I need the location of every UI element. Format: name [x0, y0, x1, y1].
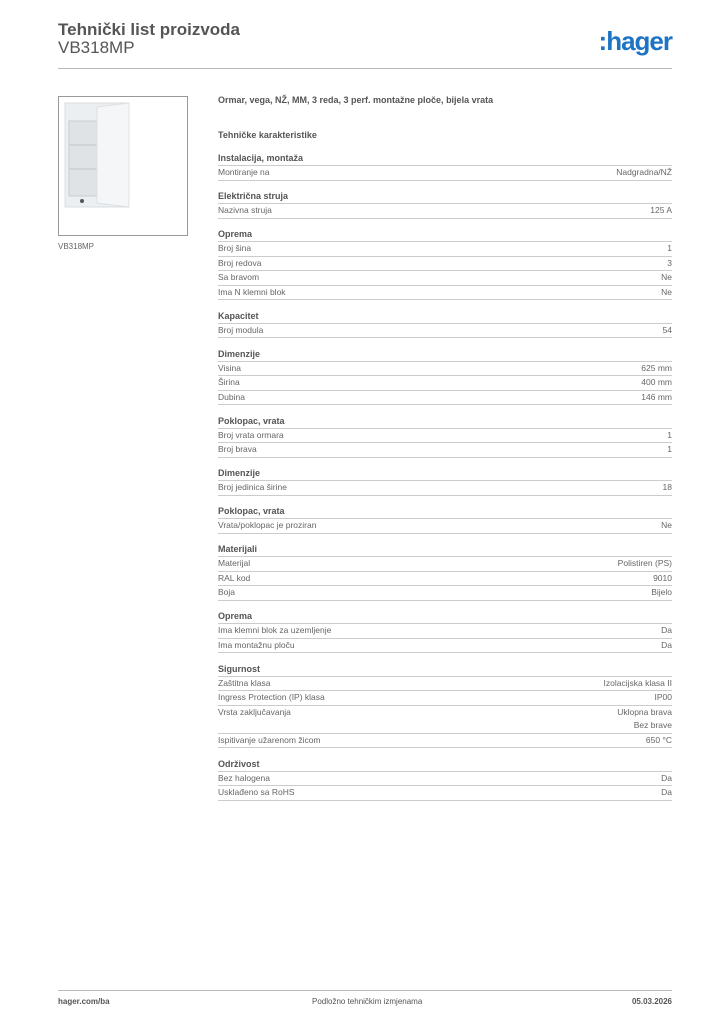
spec-value: Nadgradna/NŽ — [616, 167, 672, 177]
spec-row — [218, 557, 672, 572]
spec-section-title: Kapacitet — [218, 310, 672, 324]
spec-section-title: Električna struja — [218, 190, 672, 204]
spec-section-title: Poklopac, vrata — [218, 505, 672, 519]
spec-label: Usklađeno sa RoHS — [218, 787, 295, 797]
spec-value: 1 — [667, 243, 672, 253]
spec-label: Vrata/poklopac je proziran — [218, 520, 317, 530]
footer-date: 05.03.2026 — [631, 997, 672, 1006]
header-divider — [58, 68, 672, 69]
footer-disclaimer: Podložno tehničkim izmjenama — [312, 997, 423, 1006]
spec-label: Broj redova — [218, 257, 262, 268]
spec-section — [218, 415, 672, 458]
spec-row — [218, 362, 672, 377]
spec-row — [218, 166, 672, 181]
spec-row — [218, 271, 672, 286]
hager-logo: :hager — [598, 26, 672, 56]
spec-value: 54 — [662, 324, 672, 335]
product-code: VB318MP — [58, 38, 135, 57]
spec-row — [218, 677, 672, 692]
spec-label: Broj jedinica širine — [218, 482, 287, 492]
spec-label: Ima klemni blok za uzemljenje — [218, 625, 332, 635]
spec-value: 400 mm — [641, 377, 672, 387]
spec-value: 146 mm — [641, 391, 672, 402]
spec-row — [218, 324, 672, 339]
spec-section — [218, 190, 672, 219]
footer-divider — [58, 990, 672, 991]
spec-label: Sa bravom — [218, 272, 260, 282]
spec-label: Ima N klemni blok — [218, 286, 286, 297]
spec-row — [218, 772, 672, 787]
spec-label: Boja — [218, 587, 236, 597]
spec-section — [218, 758, 672, 801]
spec-section — [218, 228, 672, 300]
spec-section-title: Oprema — [218, 228, 672, 242]
spec-label: Montiranje na — [218, 167, 270, 177]
spec-section — [218, 348, 672, 406]
spec-row — [218, 443, 672, 458]
spec-value: 1 — [667, 429, 672, 440]
spec-label: Broj modula — [218, 324, 264, 335]
spec-row — [218, 706, 672, 734]
spec-value: Izolacijska klasa II — [603, 677, 672, 688]
spec-row — [218, 734, 672, 749]
spec-section-title: Materijali — [218, 543, 672, 557]
spec-label: Ima montažnu ploču — [218, 639, 295, 650]
spec-row — [218, 519, 672, 534]
spec-row — [218, 586, 672, 601]
spec-section — [218, 663, 672, 749]
spec-section — [218, 610, 672, 653]
spec-row — [218, 691, 672, 706]
spec-value: 1 — [667, 444, 672, 454]
spec-row — [218, 572, 672, 587]
spec-label: Nazivna struja — [218, 205, 272, 215]
spec-row — [218, 391, 672, 406]
spec-section-title: Dimenzije — [218, 348, 672, 362]
spec-label: Visina — [218, 362, 241, 373]
spec-section-title: Oprema — [218, 610, 672, 624]
spec-row — [218, 429, 672, 444]
spec-value: Ne — [661, 272, 672, 282]
spec-row — [218, 639, 672, 654]
spec-table — [218, 152, 672, 810]
section-title: Tehničke karakteristike — [218, 130, 317, 140]
spec-row — [218, 624, 672, 639]
spec-label: Ispitivanje užarenom žicom — [218, 734, 321, 745]
spec-section-title: Dimenzije — [218, 467, 672, 481]
spec-value: 3 — [667, 257, 672, 268]
spec-value: Ne — [661, 286, 672, 297]
spec-value: Polistiren (PS) — [617, 558, 672, 568]
spec-label: Vrsta zaključavanja — [218, 706, 291, 717]
spec-label: Bez halogena — [218, 772, 270, 783]
footer-website-link[interactable]: hager.com/ba — [58, 997, 110, 1006]
spec-row — [218, 376, 672, 391]
spec-section-title: Instalacija, montaža — [218, 152, 672, 166]
spec-value: Da — [661, 787, 672, 797]
spec-row — [218, 481, 672, 496]
spec-label: Materijal — [218, 558, 251, 568]
spec-value: IP00 — [654, 692, 672, 702]
image-caption: VB318MP — [58, 242, 95, 251]
spec-label: Dubina — [218, 391, 245, 402]
spec-value: 9010 — [653, 572, 672, 583]
spec-value: Da — [661, 639, 672, 650]
spec-section-title: Poklopac, vrata — [218, 415, 672, 429]
product-description: Ormar, vega, NŽ, MM, 3 reda, 3 perf. montažne ploče, bijela vrata — [218, 95, 494, 105]
spec-row — [218, 257, 672, 272]
spec-label: Broj brava — [218, 444, 257, 454]
spec-section — [218, 152, 672, 181]
spec-label: Zaštitna klasa — [218, 677, 271, 688]
spec-section — [218, 505, 672, 534]
spec-value: Bijelo — [651, 587, 672, 597]
spec-section — [218, 310, 672, 339]
spec-row — [218, 786, 672, 801]
spec-value: Da — [661, 772, 672, 783]
page-title: Tehnički list proizvoda — [58, 20, 240, 39]
spec-row — [218, 204, 672, 219]
spec-row — [218, 242, 672, 257]
spec-value: Ne — [661, 520, 672, 530]
spec-section-title: Sigurnost — [218, 663, 672, 677]
spec-value: Uklopna brava Bez brave — [617, 706, 672, 730]
spec-label: Broj šina — [218, 243, 252, 253]
spec-value: 18 — [662, 482, 672, 492]
spec-value: 125 A — [650, 205, 672, 215]
spec-section — [218, 467, 672, 496]
spec-label: Širina — [218, 377, 240, 387]
spec-value: 625 mm — [641, 362, 672, 373]
spec-value: 650 °C — [645, 734, 672, 745]
spec-label: RAL kod — [218, 572, 251, 583]
spec-label: Broj vrata ormara — [218, 429, 284, 440]
spec-row — [218, 286, 672, 301]
spec-section — [218, 543, 672, 601]
spec-section-title: Održivost — [218, 758, 672, 772]
spec-label: Ingress Protection (IP) klasa — [218, 692, 325, 702]
spec-value: Da — [661, 625, 672, 635]
product-image — [58, 96, 188, 236]
